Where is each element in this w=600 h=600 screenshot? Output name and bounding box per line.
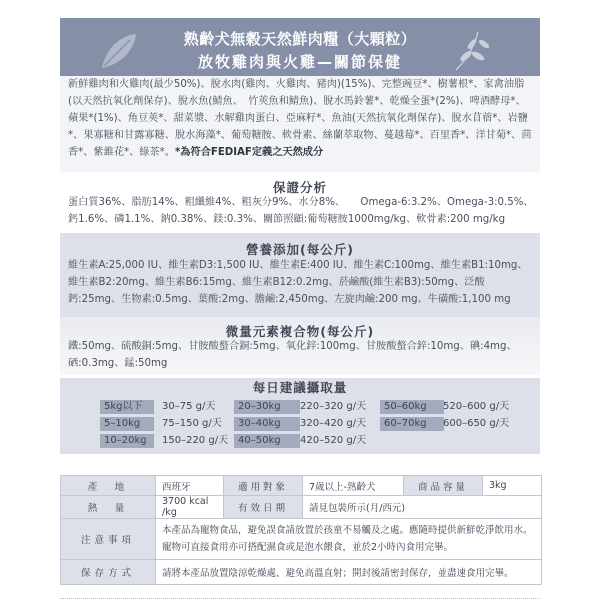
caution-value: 本產品為寵物食品，避免誤食請放置於孩童不易觸及之處。應隨時提供新鮮乾淨飲用水。寵物可直接食用亦可搭配濕食或是泡水餵食，並於2小時內食用完畢。	[156, 519, 542, 560]
table-row	[61, 476, 542, 496]
ingredients-note: *為符合FEDIAF定義之天然成分	[174, 147, 324, 158]
caution-label: 注意事項	[61, 519, 156, 560]
table-row	[61, 519, 542, 560]
feed-amount: 320–420 g/天	[300, 418, 367, 429]
weight-chip: 60–70kg	[380, 417, 444, 431]
origin-label: 產 地	[61, 476, 156, 496]
capacity-label: 商品容量	[404, 476, 483, 496]
table-row	[61, 560, 542, 585]
leaf-left-icon	[96, 28, 142, 74]
trace-text: 鐵:50mg、硫酸銅:5mg、甘胺酸螯合銅:5mg、氧化鋅:100mg、甘胺酸螯合鋅:10mg、碘:4mg、硒:0.3mg、錳:50mg	[68, 341, 517, 369]
weight-chip: 30–40kg	[234, 417, 300, 431]
feed-amount: 520–600 g/天	[443, 401, 510, 412]
feed-amount: 30–75 g/天	[162, 401, 216, 412]
guaranteed-text: 蛋白質36%、脂肪14%、粗纖維4%、粗灰分9%、水分8%、 Omega-6:3.2%、Omega-3:0.5%、鈣1.6%、磷1.1%、鈉0.38%、鎂:0.3%、關節照顧:葡萄糖胺1000mg/kg、軟骨素:200 mg/kg	[68, 197, 534, 225]
product-title: 熟齡犬無穀天然鮮肉糧（大顆粒）	[183, 30, 417, 48]
storage-value: 請將本產品放置陰涼乾燥處、避免高溫直射；開封後請密封保存，並盡速食用完畢。	[156, 560, 542, 585]
feed-amount: 420–520 g/天	[300, 435, 367, 446]
feed-amount: 220–320 g/天	[300, 401, 367, 412]
trace-title: 微量元素複合物(每公斤)	[225, 324, 375, 339]
storage-label: 保存方式	[61, 560, 156, 585]
weight-chip: 10–20kg	[100, 434, 154, 448]
table-row	[61, 496, 542, 519]
calorie-value: 3700 kcal /kg	[156, 496, 224, 519]
weight-chip: 20–30kg	[234, 400, 300, 414]
feed-amount: 150–220 g/天	[162, 435, 229, 446]
feed-amount: 75–150 g/天	[162, 418, 222, 429]
product-subtitle: 放牧雞肉與火雞—關節保健	[197, 53, 402, 71]
feed-amount: 600–650 g/天	[443, 418, 510, 429]
guaranteed-title: 保證分析	[272, 180, 327, 195]
feeding-title: 每日建議攝取量	[252, 380, 348, 395]
weight-chip: 40–50kg	[234, 434, 300, 448]
ingredients-list: 新鮮雞肉和火雞肉(最少50%)、脫水肉(雞肉、火雞肉、豬肉)(15%)、完整豌豆*、樹薯根*、家禽油脂(以天然抗氧化劑保存)、脫水魚(鯖魚、 竹莢魚和鯖魚)、脫水馬鈴薯*、乾燥全蛋*(2%)、啤酒酵母*、蘋果*(1%)、角豆莢*、甜菜漿、水解雞肉蛋白、亞麻籽*、魚油(天然抗氧化劑保存)、脫水苜蓿*、岩鹽*、果寡糖和甘露寡糖、脫水海藻*、葡萄糖胺、軟骨素、絲蘭萃取物、蔓越莓*、百里香*、洋甘菊*、茴香*、紫錐花*、綠茶*。	[68, 79, 532, 158]
calorie-label: 熱 量	[61, 496, 156, 519]
leaf-right-icon	[452, 26, 502, 74]
additives-title: 營養添加(每公斤)	[246, 242, 354, 257]
target-label: 適用對象	[224, 476, 303, 496]
target-value: 7歲以上-熟齡犬	[303, 476, 404, 496]
weight-chip: 5–10kg	[100, 417, 154, 431]
expiry-value: 請見包裝所示(月/西元)	[303, 496, 542, 519]
capacity-value: 3kg	[483, 476, 542, 496]
product-info-table	[60, 475, 542, 585]
bottom-divider	[60, 598, 540, 599]
expiry-label: 有效日期	[224, 496, 303, 519]
weight-chip: 5kg以下	[100, 400, 154, 414]
weight-chip: 50–60kg	[380, 400, 444, 414]
ingredients-text	[68, 76, 534, 161]
origin-value: 西班牙	[156, 476, 224, 496]
additives-text: 維生素A:25,000 IU、維生素D3:1,500 IU、維生素E:400 IU、維生素C:100mg、維生素B1:10mg、維生素B2:20mg、維生素B6:15mg、維生素B12:0.2mg、菸鹼酸(維生素B3):50mg、泛酸鈣:25mg、生物素:0.5mg、葉酸:2mg、膽鹼:2,450mg、左旋肉鹼:200 mg、牛磺酸:1,100 mg	[68, 260, 528, 305]
